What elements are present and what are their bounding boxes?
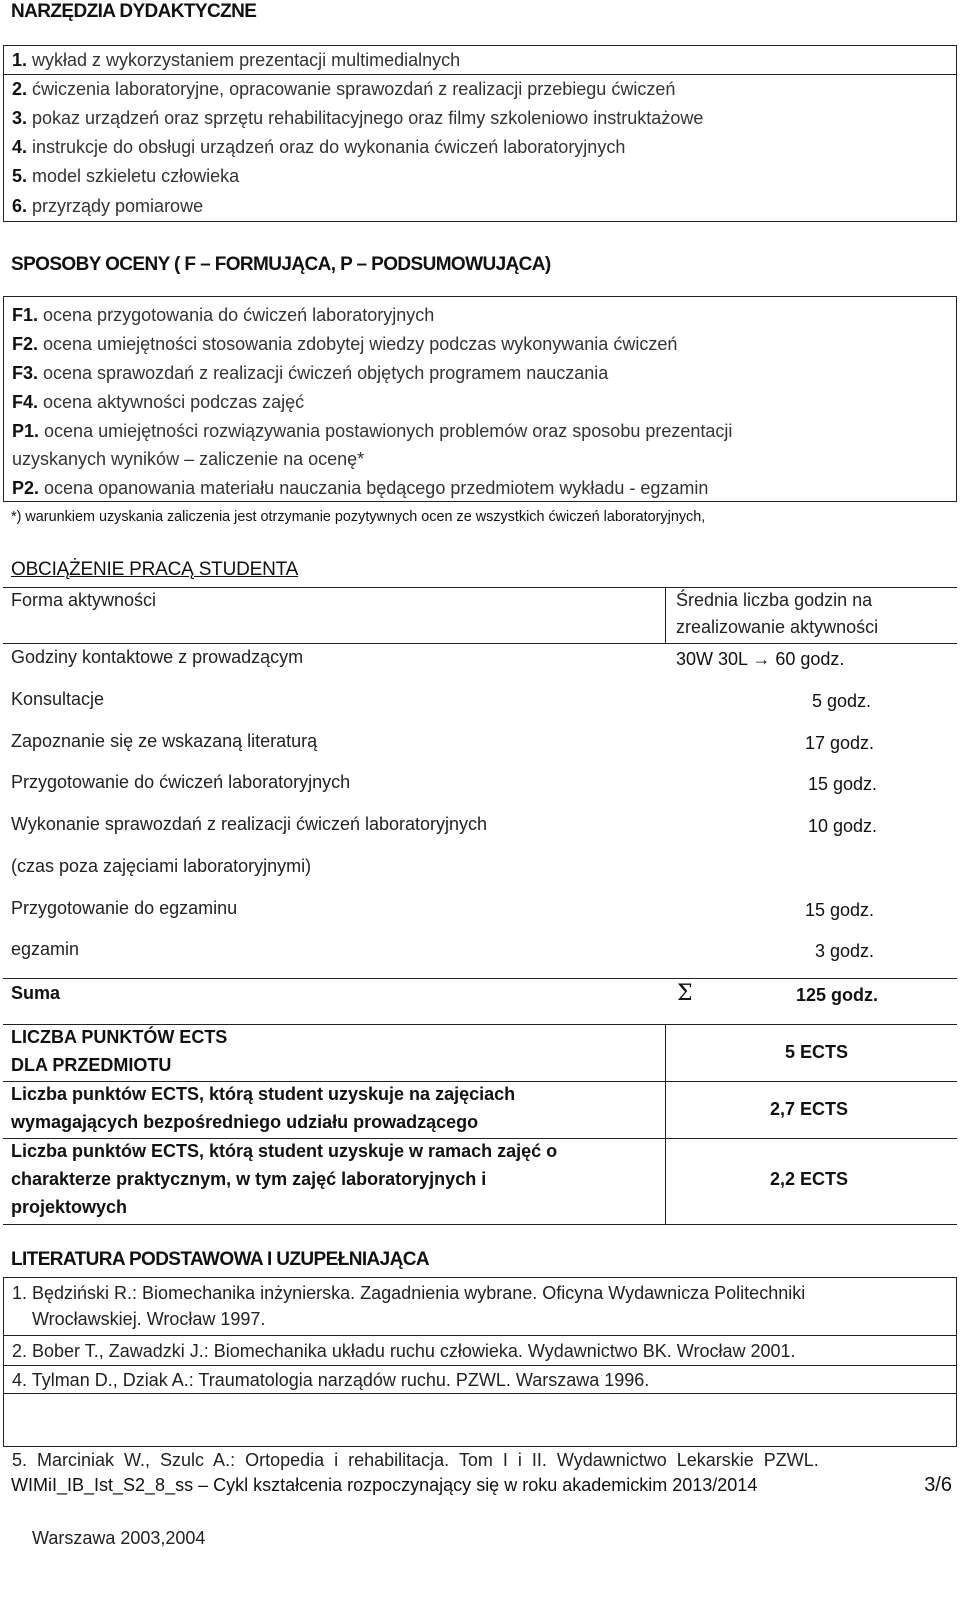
list-item: 2. Bober T., Zawadzki J.: Biomechanika układu ruchu człowieka. Wydawnictwo BK. Wrocław 2001. (12, 1341, 796, 1361)
literature-heading: LITERATURA PODSTAWOWA I UZUPEŁNIAJĄCA (11, 1249, 429, 1270)
ects-value: 5 ECTS (785, 1042, 849, 1062)
list-item: 2. ćwiczenia laboratoryjne, opracowanie sprawozdań z realizacji przebiegu ćwiczeń (12, 79, 676, 99)
ects-label: LICZBA PUNKTÓW ECTS (11, 1027, 228, 1047)
column-header-hours-2: zrealizowanie aktywności (676, 617, 879, 637)
workload-row-value: 3 godz. (815, 941, 875, 961)
workload-row-label: Zapoznanie się ze wskazaną literaturą (11, 731, 318, 751)
list-item: 3. pokaz urządzeń oraz sprzętu rehabilitacyjnego oraz filmy szkoleniowo instruktażowe (12, 108, 704, 128)
divider (4, 1393, 956, 1394)
list-item: 1. Będziński R.: Biomechanika inżynierska. Zagadnienia wybrane. Oficyna Wydawnicza Politechniki Wrocławskiej. Wrocław 1997. (12, 1283, 806, 1329)
list-item: F2. ocena umiejętności stosowania zdobytej wiedzy podczas wykonywania ćwiczeń (12, 334, 678, 354)
list-item: F3. ocena sprawozdań z realizacji ćwiczeń objętych programem nauczania (12, 363, 609, 383)
divider (665, 587, 666, 643)
list-item: 5. Marciniak W., Szulc A.: Ortopedia i rehabilitacja. Tom I i II. Wydawnictwo Lekarskie PZWL. Warszawa 2003,2004 (12, 1450, 819, 1548)
list-item: 5. model szkieletu człowieka (12, 166, 240, 186)
list-item: P2. ocena opanowania materiału nauczania będącego przedmiotem wykładu - egzamin (12, 478, 709, 498)
ects-practical-label: Liczba punktów ECTS, którą student uzyskuje w ramach zajęć o (11, 1141, 558, 1161)
workload-row-label: Konsultacje (11, 689, 105, 709)
divider (3, 1138, 957, 1139)
ects-contact-label-2: wymagających bezpośredniego udziału prowadzącego (11, 1112, 479, 1132)
ects-contact-label: Liczba punktów ECTS, którą student uzyskuje na zajęciach (11, 1084, 516, 1104)
divider (4, 1335, 956, 1336)
sum-value: 125 godz. (796, 985, 879, 1005)
list-item: P1. ocena umiejętności rozwiązywania postawionych problemów oraz sposobu prezentacji (12, 421, 733, 441)
assessment-list (3, 296, 957, 502)
divider (665, 1024, 666, 1224)
assessment-note: *) warunkiem uzyskania zaliczenia jest otrzymanie pozytywnych ocen ze wszystkich ćwiczeń laboratoryjnych, (11, 509, 706, 525)
workload-row-label: (czas poza zajęciami laboratoryjnymi) (11, 856, 312, 876)
divider (3, 587, 957, 588)
sum-label: Suma (11, 983, 61, 1003)
workload-row-label: egzamin (11, 939, 80, 959)
divider (4, 74, 956, 75)
list-item: 4. Tylman D., Dziak A.: Traumatologia narządów ruchu. PZWL. Warszawa 1996. (12, 1370, 650, 1390)
divider (3, 978, 957, 979)
assessment-heading: SPOSOBY OCENY ( F – FORMUJĄCA, P – PODSUMOWUJĄCA) (11, 254, 551, 275)
workload-row-label: Godziny kontaktowe z prowadzącym (11, 647, 304, 667)
column-header-activity: Forma aktywności (11, 590, 157, 610)
workload-title: OBCIĄŻENIE PRACĄ STUDENTA (11, 559, 299, 580)
column-header-hours: Średnia liczba godzin na (676, 590, 873, 610)
tools-heading: NARZĘDZIA DYDAKTYCZNE (11, 1, 257, 22)
list-item: F4. ocena aktywności podczas zajęć (12, 392, 305, 412)
ects-practical-value: 2,2 ECTS (770, 1169, 849, 1189)
tools-list (3, 45, 957, 222)
page-number: 3/6 (924, 1474, 952, 1496)
divider (3, 1224, 957, 1225)
divider (3, 1081, 957, 1082)
workload-row-label: Przygotowanie do egzaminu (11, 898, 238, 918)
workload-row-value: 15 godz. (805, 900, 875, 920)
ects-practical-label-3: projektowych (11, 1197, 128, 1217)
divider (3, 643, 957, 644)
workload-row-value: 15 godz. (808, 774, 878, 794)
workload-row-value: 17 godz. (805, 733, 875, 753)
workload-row-value: 30W 30L → 60 godz. (676, 649, 845, 669)
list-item: 1. wykład z wykorzystaniem prezentacji multimedialnych (12, 50, 461, 70)
workload-row-value: 5 godz. (812, 691, 872, 711)
ects-label-2: DLA PRZEDMIOTU (11, 1055, 172, 1075)
list-item: 4. instrukcje do obsługi urządzeń oraz do wykonania ćwiczeń laboratoryjnych (12, 137, 626, 157)
workload-row-label: Wykonanie sprawozdań z realizacji ćwiczeń laboratoryjnych (11, 814, 488, 834)
ects-practical-label-2: charakterze praktycznym, w tym zajęć laboratoryjnych i (11, 1169, 487, 1189)
list-item: uzyskanych wyników – zaliczenie na ocenę* (12, 449, 365, 469)
ects-contact-value: 2,7 ECTS (770, 1099, 849, 1119)
footer-text: WIMiI_IB_Ist_S2_8_ss – Cykl kształcenia rozpoczynający się w roku akademickim 2013/2014 (11, 1475, 758, 1495)
divider (4, 1365, 956, 1366)
sigma-icon: Σ (677, 981, 693, 1006)
workload-row-label: Przygotowanie do ćwiczeń laboratoryjnych (11, 772, 351, 792)
workload-row-value: 10 godz. (808, 816, 878, 836)
divider (3, 1024, 957, 1025)
list-item: 6. przyrządy pomiarowe (12, 196, 204, 216)
list-item: F1. ocena przygotowania do ćwiczeń laboratoryjnych (12, 305, 435, 325)
